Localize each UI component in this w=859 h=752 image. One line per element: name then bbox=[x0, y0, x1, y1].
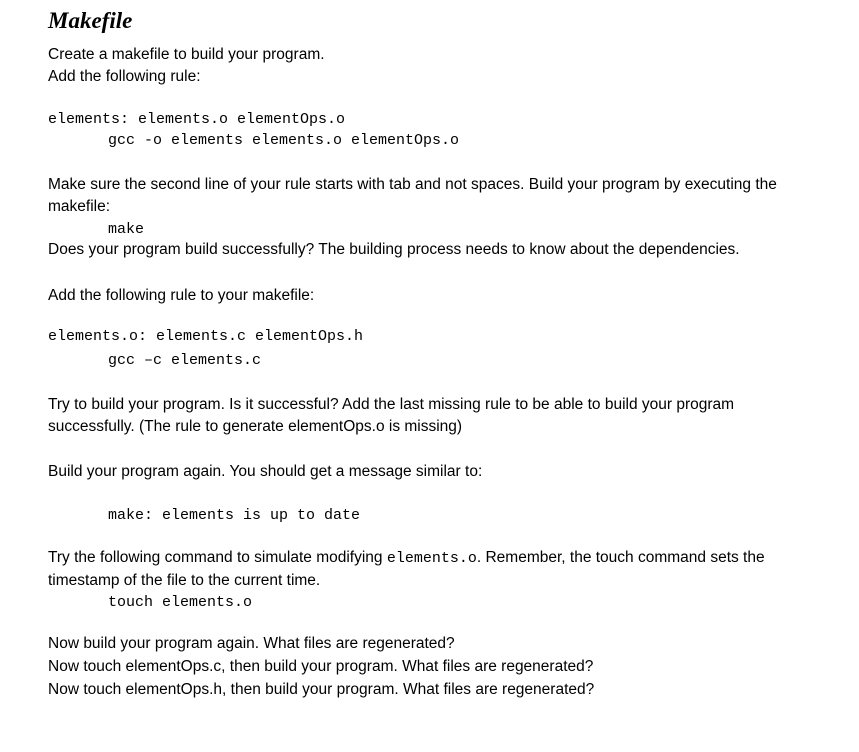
up-to-date-message: make: elements is up to date bbox=[108, 507, 361, 524]
tab-note: Make sure the second line of your rule starts with tab and not spaces. Build your program by executing the makefile: bbox=[48, 176, 777, 215]
touch-file-inline-code: elements.o bbox=[386, 550, 477, 567]
rule2-target: elements.o: elements.c elementOps.h bbox=[48, 328, 364, 345]
rule1-target: elements: elements.o elementOps.o bbox=[48, 111, 346, 128]
touch-command: touch elements.o bbox=[108, 594, 253, 611]
try-build-text: Try to build your program. Is it successful? Add the last missing rule to be able to build your program successfully. (The rule to generate elementOps.o is missing) bbox=[48, 396, 735, 435]
build-again-text: Build your program again. You should get a message similar to: bbox=[48, 463, 483, 480]
touch-instruction bbox=[48, 547, 828, 592]
add-rule-text: Add the following rule to your makefile: bbox=[48, 287, 315, 304]
intro-line-2: Add the following rule: bbox=[48, 68, 201, 85]
intro-line-1: Create a makefile to build your program. bbox=[48, 46, 325, 63]
build-question: Does your program build successfully? The building process needs to know about the dependencies. bbox=[48, 241, 740, 258]
question-2: Now touch elementOps.c, then build your program. What files are regenerated? bbox=[48, 658, 594, 675]
make-command: make bbox=[108, 221, 145, 238]
touch-text-before: Try the following command to simulate modifying bbox=[48, 549, 387, 566]
rule2-command: gcc –c elements.c bbox=[108, 352, 262, 369]
touch-text-after: . Remember, the touch command sets the timestamp of the file to the current time. bbox=[48, 549, 765, 589]
rule1-command: gcc -o elements elements.o elementOps.o bbox=[108, 132, 460, 149]
question-1: Now build your program again. What files are regenerated? bbox=[48, 635, 455, 652]
page-title: Makefile bbox=[48, 8, 133, 33]
question-3: Now touch elementOps.h, then build your program. What files are regenerated? bbox=[48, 681, 595, 698]
